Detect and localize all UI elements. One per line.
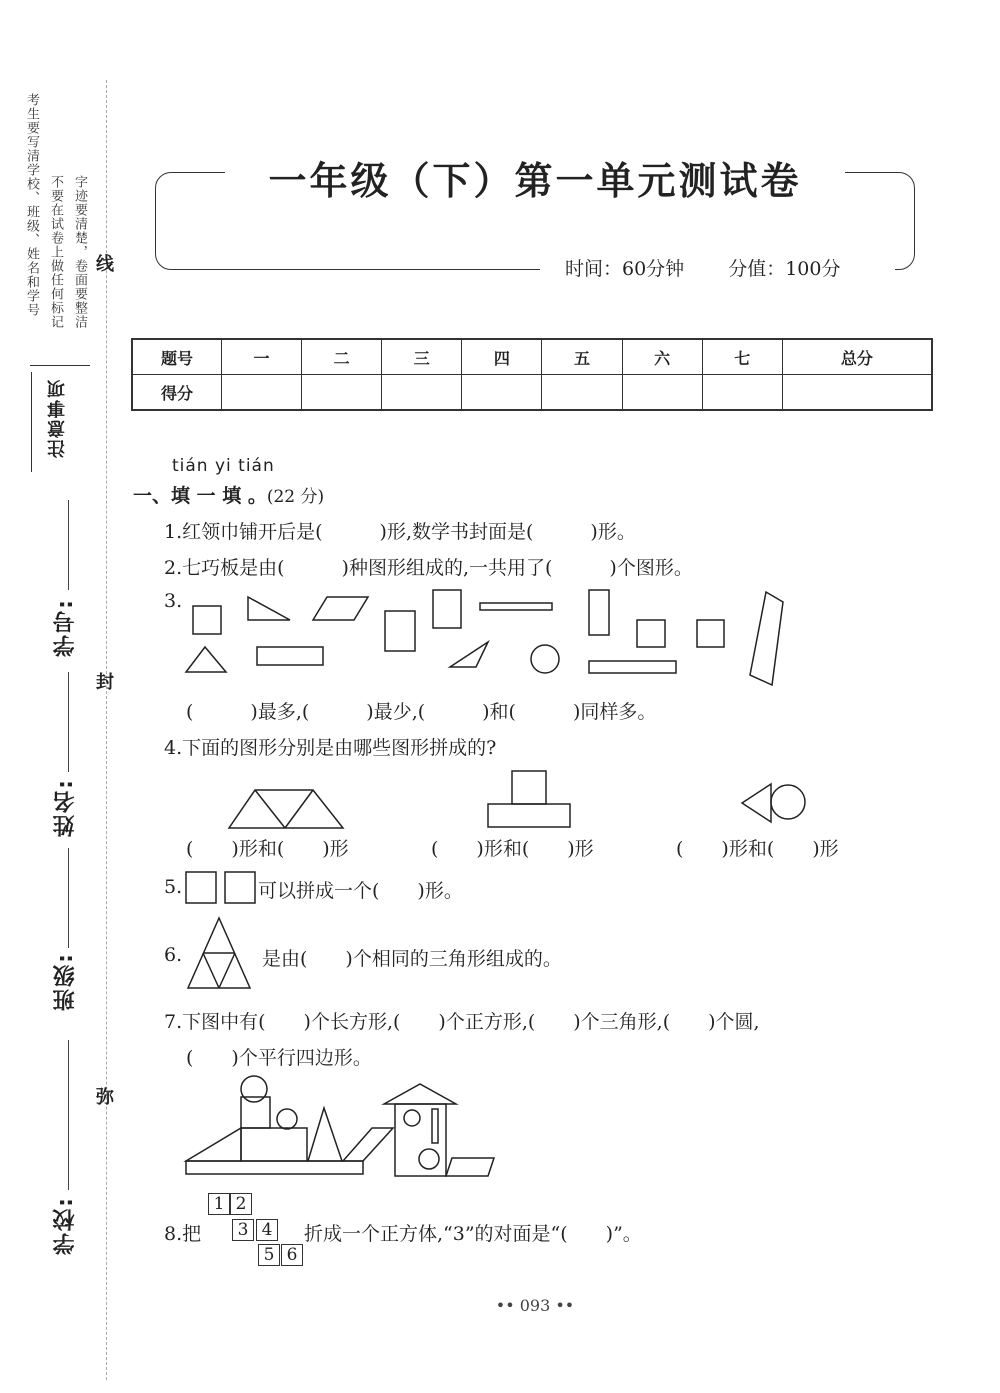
question-6-number: 6. — [164, 944, 183, 966]
question-8-prefix: 8.把 — [164, 1223, 202, 1245]
cube-net-face-4: 4 — [256, 1219, 278, 1241]
notice-line-1: 考生要写清学校、班级、姓名和学号 — [24, 93, 39, 317]
seal-char-close: 弥 — [96, 1087, 114, 1108]
question-4-answer-c: ( )形和( )形 — [676, 838, 839, 860]
seal-char-line: 线 — [96, 254, 114, 275]
table-cell: 题号 — [132, 339, 222, 375]
question-7-line-2: ( )个平行四边形。 — [186, 1047, 372, 1069]
cube-net-face-3: 3 — [232, 1219, 254, 1241]
table-cell: 六 — [622, 339, 702, 375]
class-label: 班级: — [53, 952, 78, 1011]
question-3-number: 3. — [164, 590, 183, 612]
time-text: 时间：60分钟 — [565, 258, 685, 280]
question-4-answer-b: ( )形和( )形 — [431, 838, 594, 860]
section-pinyin: tián yi tián — [172, 456, 275, 476]
student-id-label: 学号: — [53, 598, 78, 657]
question-6-text: 是由( )个相同的三角形组成的。 — [262, 948, 562, 970]
question-5-text: 可以拼成一个( )形。 — [258, 880, 463, 902]
table-cell: 四 — [462, 339, 542, 375]
table-cell: 得分 — [132, 375, 222, 411]
cube-net-face-2: 2 — [230, 1193, 252, 1215]
seal-char-seal: 封 — [96, 672, 114, 693]
question-1: 1.红领巾铺开后是( )形,数学书封面是( )形。 — [164, 521, 636, 543]
question-8-text: 折成一个正方体,“3”的对面是“( )”。 — [304, 1223, 642, 1245]
page-title: 一年级（下）第一单元测试卷 — [0, 150, 1000, 205]
table-cell: 七 — [702, 339, 782, 375]
question-2: 2.七巧板是由( )种图形组成的,一共用了( )个图形。 — [164, 557, 693, 579]
question-7-line-1: 7.下图中有( )个长方形,( )个正方形,( )个三角形,( )个圆, — [164, 1011, 760, 1033]
section-points: (22 分) — [266, 487, 325, 507]
table-cell: 五 — [542, 339, 622, 375]
score-text: 分值：100分 — [728, 258, 841, 280]
cube-net-face-6: 6 — [281, 1244, 303, 1266]
cube-net-face-1: 1 — [208, 1193, 230, 1215]
table-cell: 三 — [382, 339, 462, 375]
cube-net-face-5: 5 — [258, 1244, 280, 1266]
question-5-number: 5. — [164, 876, 183, 898]
table-cell: 总分 — [782, 339, 932, 375]
page-number: •• 093 •• — [495, 1296, 575, 1315]
section-title: 一、填 一 填 。(22 分) — [133, 485, 325, 507]
question-3-text: ( )最多,( )最少,( )和( )同样多。 — [186, 701, 657, 723]
question-4: 4.下面的图形分别是由哪些图形拼成的? — [164, 737, 497, 759]
school-label: 学校: — [53, 1196, 78, 1255]
table-cell: 一 — [222, 339, 302, 375]
notice-label: 注意事项 — [47, 378, 68, 458]
notice-line-3: 字迹要清楚，卷面要整洁 — [72, 175, 87, 329]
name-label: 姓名: — [53, 778, 78, 837]
table-cell: 二 — [302, 339, 382, 375]
notice-line-2: 不要在试卷上做任何标记 — [48, 175, 63, 329]
question-4-answer-a: ( )形和( )形 — [186, 838, 349, 860]
